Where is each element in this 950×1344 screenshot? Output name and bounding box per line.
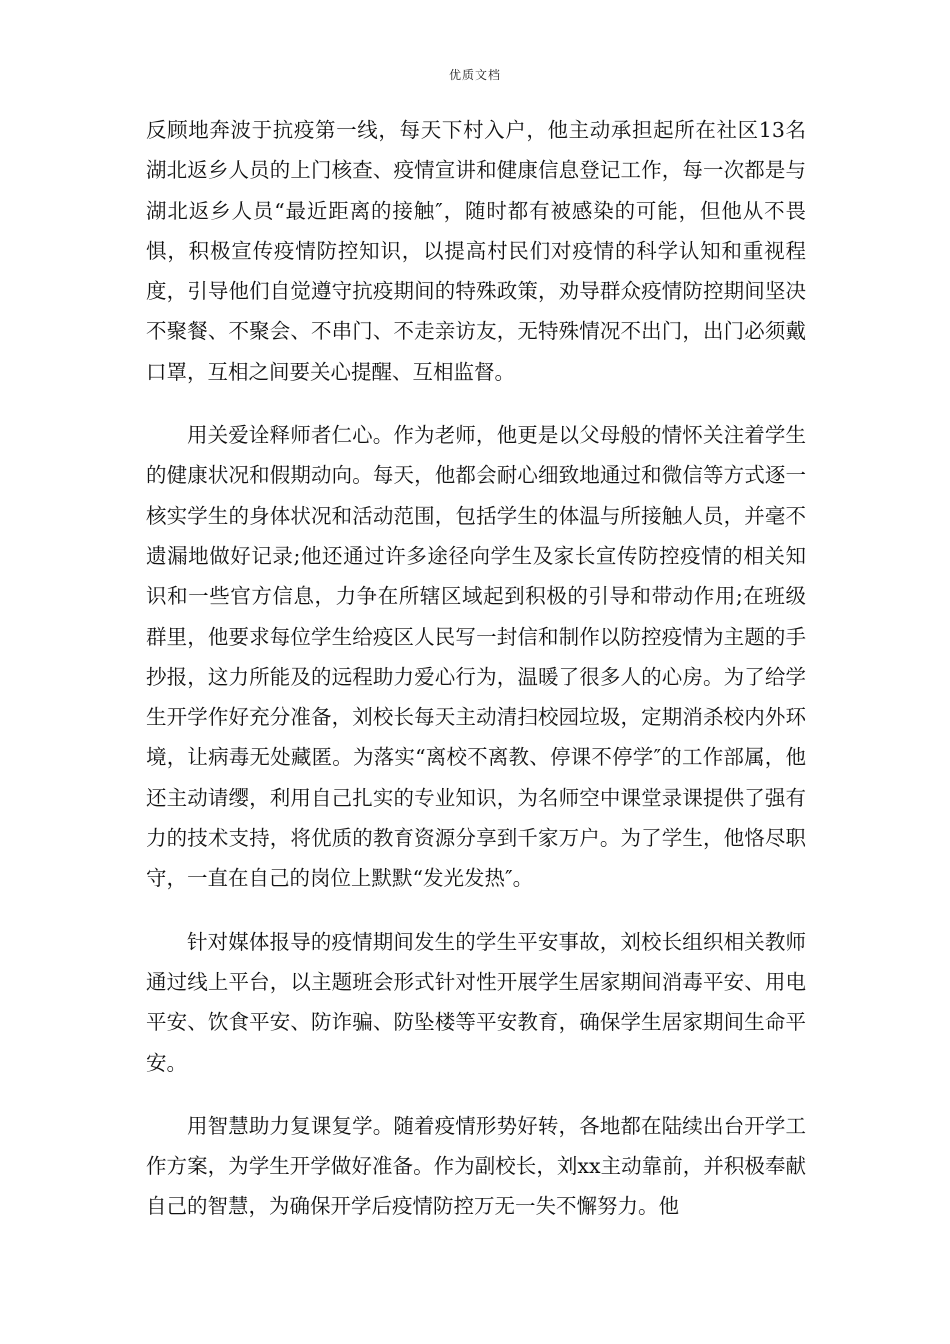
paragraph-reopening: 用智慧助力复课复学。随着疫情形势好转，各地都在陆续出台开学工作方案，为学生开学做好准备。作为副校长，刘xx主动靠前，并积极奉献自己的智慧，为确保开学后疫情防控万无一失不懈努力。他	[146, 1113, 806, 1219]
paragraph-continuation: 反顾地奔波于抗疫第一线，每天下村入户，他主动承担起所在社区13名湖北返乡人员的上门核查、疫情宣讲和健康信息登记工作，每一次都是与湖北返乡人员“最近距离的接触″，随时都有被感染的可能，但他从不畏惧，积极宣传疫情防控知识，以提高村民们对疫情的科学认知和重视程度，引导他们自觉遵守抗疫期间的特殊政策，劝导群众疫情防控期间坚决不聚餐、不聚会、不串门、不走亲访友，无特殊情况不出门，出门必须戴口罩，互相之间要关心提醒、互相监督。	[146, 118, 806, 384]
paragraph-safety: 针对媒体报导的疫情期间发生的学生平安事故，刘校长组织相关教师通过线上平台，以主题班会形式针对性开展学生居家期间消毒平安、用电平安、饮食平安、防诈骗、防坠楼等平安教育，确保学生居家期间生命平安。	[146, 929, 806, 1075]
paragraph-care: 用关爱诠释师者仁心。作为老师，他更是以父母般的情怀关注着学生的健康状况和假期动向。每天，他都会耐心细致地通过和微信等方式逐一核实学生的身体状况和活动范围，包括学生的体温与所接触人员，并毫不遗漏地做好记录;他还通过许多途径向学生及家长宣传防控疫情的相关知识和一些官方信息，力争在所辖区域起到积极的引导和带动作用;在班级群里，他要求每位学生给疫区人民写一封信和制作以防控疫情为主题的手抄报，这力所能及的远程助力爱心行为，温暖了很多人的心房。为了给学生开学作好充分准备，刘校长每天主动清扫校园垃圾，定期消杀校内外环境，让病毒无处藏匿。为落实“离校不离教、停课不停学″的工作部属，他还主动请缨，利用自己扎实的专业知识，为名师空中课堂录课提供了强有力的技术支持，将优质的教育资源分享到千家万户。为了学生，他恪尽职守，一直在自己的岗位上默默“发光发热″。	[146, 423, 806, 891]
document-body	[146, 110, 806, 1250]
page-header: 优质文档	[448, 68, 501, 82]
